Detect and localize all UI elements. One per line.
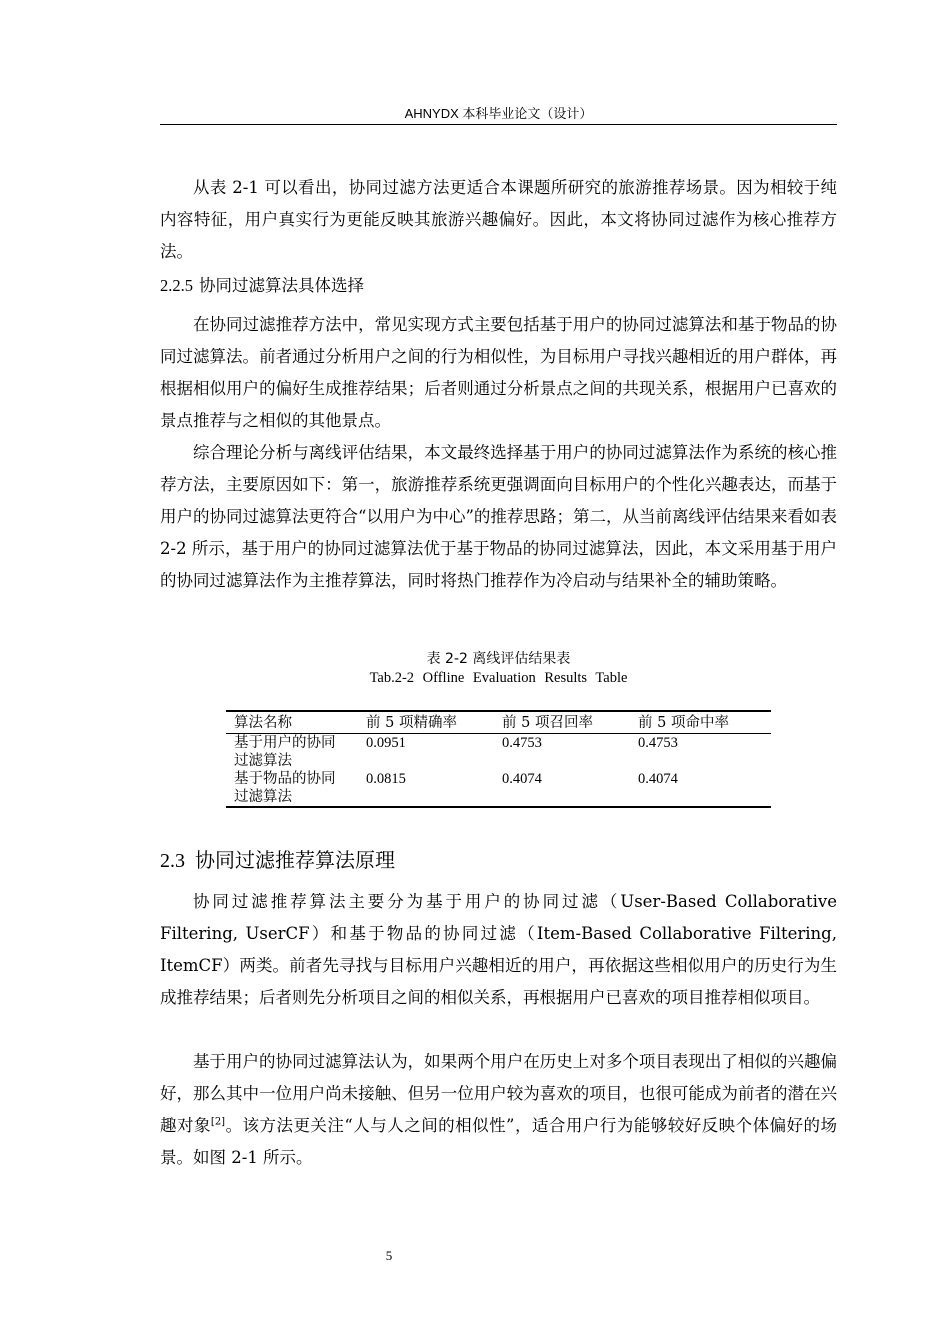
section-heading-2-2-5 (160, 272, 364, 300)
column-header: 前 5 项召回率 (494, 711, 630, 734)
section-number: 2.3 (160, 850, 185, 872)
algorithm-name-line1: 基于用户的协同 (234, 735, 336, 751)
section-title: 协同过滤算法具体选择 (199, 276, 364, 295)
recall-cell: 0.4753 (502, 735, 542, 751)
column-header: 算法名称 (226, 711, 358, 734)
section-number: 2.2.5 (160, 276, 193, 295)
precision-cell: 0.0951 (366, 735, 406, 751)
paragraph-5 (160, 1046, 837, 1174)
paragraph-5-text-before: 基于用户的协同过滤算法认为，如果两个用户在历史上对多个项目表现出了相似的兴趣偏好，那么其中一位用户尚未接触、但另一位用户较为喜欢的项目，也很可能成为前者的潜在兴趣对象 (160, 1052, 837, 1135)
column-header: 前 5 项精确率 (358, 711, 494, 734)
table-caption-en: Tab.2-2 Offline Evaluation Results Table (369, 670, 628, 686)
page-number: 5 (385, 1248, 393, 1263)
table-caption-cn: 表 2-2 离线评估结果表 (426, 651, 571, 667)
precision-cell: 0.0815 (358, 770, 494, 807)
hit-rate-cell: 0.4074 (630, 770, 771, 807)
evaluation-results-table (226, 710, 771, 808)
header-rule (160, 124, 837, 125)
paragraph-3: 综合理论分析与离线评估结果，本文最终选择基于用户的协同过滤算法作为系统的核心推荐方法，主要原因如下：第一，旅游推荐系统更强调面向目标用户的个性化兴趣表达，而基于用户的协同过滤算法更符合“以用户为中心”的推荐思路；第二，从当前离线评估结果来看如表 2-2 所示，基于用户的协同过滤算法优于基于物品的协同过滤算法，因此，本文采用基于用户的协同过滤算法作为主推荐算法，同时将热门推荐作为冷启动与结果补全的辅助策略。 (160, 443, 837, 590)
table-row (226, 734, 771, 771)
algorithm-name-cell (226, 770, 358, 807)
section-title: 协同过滤推荐算法原理 (195, 848, 395, 872)
algorithm-name-line2: 过滤算法 (234, 753, 292, 769)
table-row (226, 770, 771, 807)
algorithm-name-cell (226, 734, 358, 771)
citation-reference[interactable]: [2] (210, 1116, 226, 1128)
paragraph-1: 从表 2-1 可以看出，协同过滤方法更适合本课题所研究的旅游推荐场景。因为相较于纯内容特征，用户真实行为更能反映其旅游兴趣偏好。因此，本文将协同过滤作为核心推荐方法。 (160, 178, 837, 261)
algorithm-name-line1: 基于物品的协同 (234, 771, 336, 787)
paragraph-5-text-after: 。该方法更关注“人与人之间的相似性”，适合用户行为能够较好反映个体偏好的场景。如图 2-1 所示。 (160, 1116, 837, 1167)
recall-cell: 0.4074 (494, 770, 630, 807)
algorithm-name-line2: 过滤算法 (234, 789, 292, 805)
table-header-row (226, 711, 771, 734)
section-heading-2-3 (160, 845, 395, 876)
running-header: AHNYDX 本科毕业论文（设计） (404, 106, 593, 121)
paragraph-2: 在协同过滤推荐方法中，常见实现方式主要包括基于用户的协同过滤算法和基于物品的协同过滤算法。前者通过分析用户之间的行为相似性，为目标用户寻找兴趣相近的用户群体，再根据相似用户的偏好生成推荐结果；后者则通过分析景点之间的共现关系，根据用户已喜欢的景点推荐与之相似的其他景点。 (160, 315, 837, 430)
column-header: 前 5 项命中率 (630, 711, 771, 734)
paragraph-4: 协同过滤推荐算法主要分为基于用户的协同过滤（User-Based Collaborative Filtering, UserCF）和基于物品的协同过滤（Item-Based Collaborative Filtering, ItemCF）两类。前者先寻找与目标用户兴趣相近的用户，再依据这些相似用户的历史行为生成推荐结果；后者则先分析项目之间的相似关系，再根据用户已喜欢的项目推荐相似项目。 (160, 892, 837, 1007)
hit-rate-cell: 0.4753 (638, 735, 678, 751)
